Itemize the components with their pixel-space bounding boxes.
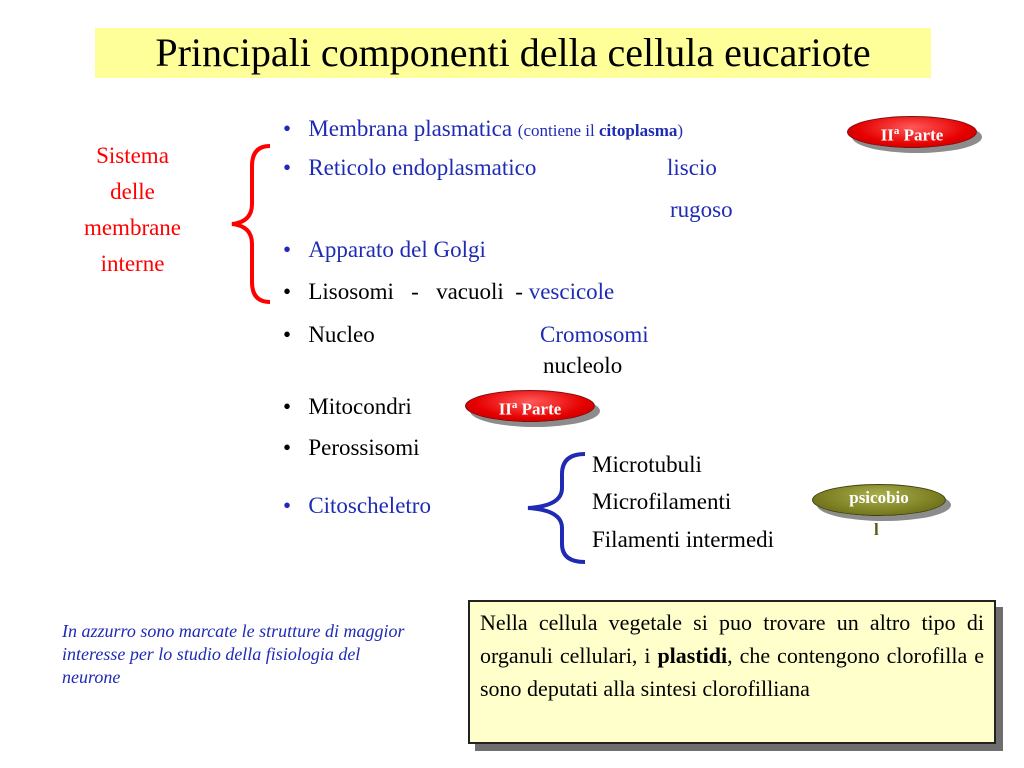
microfilamenti-text: Microfilamenti: [592, 489, 732, 514]
lisosomi-vacuoli-text: Lisosomi - vacuoli -: [308, 279, 523, 304]
membrane-system-label: [60, 138, 205, 282]
perossisomi-text: Perossisomi: [308, 435, 420, 460]
side-label-line-3: membrane: [83, 215, 182, 240]
citoscheletro-text: Citoscheletro: [308, 493, 431, 518]
bullet-dot-icon: •: [283, 155, 309, 180]
reticolo-text: Reticolo endoplasmatico: [308, 155, 537, 180]
paren-open-text: (contiene il: [517, 121, 599, 140]
side-label-line-1: Sistema: [96, 143, 169, 168]
psicobiol-badge[interactable]: [812, 484, 946, 516]
bullet-lisosomi: [283, 278, 614, 306]
nucleo-text: Nucleo: [308, 322, 375, 347]
parte-badge-top[interactable]: [847, 116, 977, 148]
bullet-reticolo: [283, 154, 536, 182]
badge-sup-text: a: [893, 125, 900, 137]
vescicole-text: vescicole: [528, 279, 615, 304]
psicobio-text: psicobio: [849, 488, 909, 507]
red-brace-icon: [232, 146, 270, 302]
slide-title: Principali componenti della cellula eucariote: [95, 28, 931, 78]
bullet-dot-icon: •: [283, 322, 309, 347]
bullet-dot-icon: •: [283, 279, 309, 304]
citoplasma-note: [518, 121, 683, 140]
bullet-golgi: [283, 236, 486, 264]
nucleolo-text: nucleolo: [543, 353, 623, 378]
rugoso-text: rugoso: [670, 197, 733, 222]
bullet-dot-icon: •: [283, 394, 309, 419]
bullet-dot-icon: •: [283, 493, 309, 518]
bullet-dot-icon: •: [283, 237, 309, 262]
mitocondri-text: Mitocondri: [308, 394, 412, 419]
badge-tail-text: Parte: [899, 125, 944, 145]
bullet-nucleo: [283, 321, 375, 349]
paren-close-text: ): [677, 121, 684, 140]
psicobiol-badge-tail: l: [874, 520, 879, 539]
badge-sup-text: a: [511, 399, 518, 411]
box-text-2: , che contengono clorofilla e sono deputati alla sintesi clorofilliana: [480, 643, 984, 701]
badge-tail-text: Parte: [517, 399, 562, 419]
bullet-mitocondri: [283, 393, 412, 421]
membrana-plasmatica-text: Membrana plasmatica: [308, 116, 513, 141]
side-label-line-4: interne: [100, 251, 165, 276]
plastidi-text: plastidi: [657, 643, 728, 668]
bullet-citoscheletro: [283, 492, 431, 520]
neuron-interest-note: In azzurro sono marcate le strutture di maggior interesse per lo studio della fisiologia del neurone: [62, 621, 405, 687]
box-text-1: Nella cellula vegetale si puo trovare un altro tipo di organuli cellulari, i: [480, 610, 984, 668]
cromosomi-text: Cromosomi: [540, 322, 649, 347]
badge-main-text: II: [880, 125, 894, 145]
golgi-text: Apparato del Golgi: [308, 237, 486, 262]
parte-badge-mitocondri[interactable]: [465, 390, 595, 422]
microtubuli-text: Microtubuli: [592, 452, 702, 477]
plant-cell-note-box: [468, 600, 996, 744]
bullet-dot-icon: •: [283, 116, 309, 141]
badge-main-text: II: [498, 399, 512, 419]
side-label-line-2: delle: [110, 179, 155, 204]
blue-brace-icon: [528, 454, 585, 562]
bullet-dot-icon: •: [283, 435, 309, 460]
bullet-membrana: [283, 115, 683, 145]
bullet-perossisomi: [283, 434, 420, 462]
filamenti-intermedi-text: Filamenti intermedi: [592, 527, 775, 552]
citoplasma-text: citoplasma: [599, 121, 678, 140]
liscio-text: liscio: [667, 155, 717, 180]
